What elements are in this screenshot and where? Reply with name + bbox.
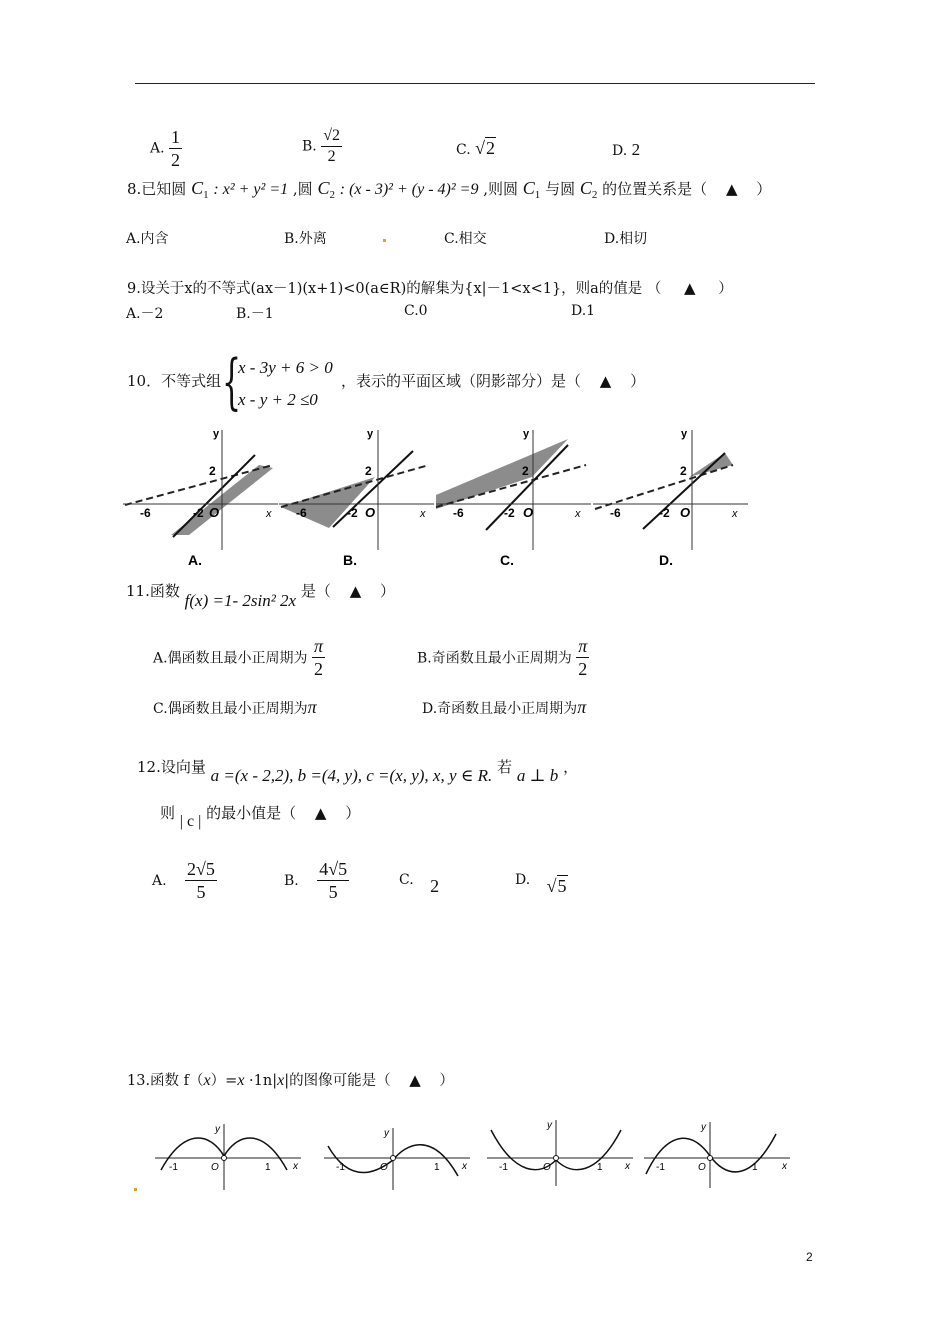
q8-c1: $C_1$ xyxy=(191,178,209,201)
q8-option-b: B.外离 xyxy=(284,231,327,247)
q8-close: ） xyxy=(756,180,772,198)
svg-text:O: O xyxy=(680,505,691,520)
q8-suffix: 的位置关系是（ xyxy=(602,180,708,198)
answer-triangle-icon: ▲ xyxy=(349,582,362,600)
q9-text: 9.设关于x的不等式(ax－1)(x+1)<0(a∈R)的解集为{x|－1<x<1}，则a的值是 （ xyxy=(127,281,662,297)
svg-text:O: O xyxy=(209,505,220,520)
q7-option-c-sqrt: √2 xyxy=(475,138,496,158)
q8-c2: $C_2$ xyxy=(317,178,335,201)
svg-text:2: 2 xyxy=(680,464,687,478)
svg-text:x: x xyxy=(732,508,738,520)
svg-text:x: x xyxy=(420,508,426,520)
svg-text:-2: -2 xyxy=(193,506,204,520)
svg-text:x: x xyxy=(625,1161,630,1172)
q12-line2: 则 | c | 的最小值是（ ▲ ） xyxy=(160,804,361,830)
svg-text:x: x xyxy=(782,1161,787,1172)
answer-triangle-icon: ▲ xyxy=(409,1071,421,1089)
q9-option-d: D.1 xyxy=(571,303,596,319)
q9-option-b: B.－1 xyxy=(236,306,274,322)
q12-abs-c: | c | xyxy=(179,813,202,830)
q10-brace: { xyxy=(222,347,242,417)
q7-option-b xyxy=(302,128,342,165)
svg-text:-2: -2 xyxy=(347,506,358,520)
q10-graph-c xyxy=(436,425,594,570)
stray-dot xyxy=(383,239,386,242)
svg-text:x: x xyxy=(266,508,272,520)
svg-text:y: y xyxy=(681,428,688,440)
answer-triangle-icon: ▲ xyxy=(684,279,696,297)
q12-option-d: D. √5 xyxy=(515,872,567,896)
q8-c2b: $C_2$ xyxy=(579,178,598,201)
q8-option-d: D.相切 xyxy=(604,231,648,247)
q7-option-a-fraction: $\frac{1}{2}$ xyxy=(171,127,181,170)
q7-option-c-label: C. xyxy=(456,142,471,158)
q13-graph-a xyxy=(153,1120,303,1192)
q12-vectors: a =(x - 2,2), b =(4, y), c =(x, y), x, y ∈ R. xyxy=(210,766,493,785)
svg-text:-6: -6 xyxy=(140,506,151,520)
q10-graph-b xyxy=(279,425,437,570)
page-number: 2 xyxy=(806,1250,813,1264)
q7-option-a-label: A. xyxy=(150,140,165,157)
q7-option-d-value: 2 xyxy=(631,140,641,159)
svg-text:D.: D. xyxy=(659,552,673,568)
q12-perp: a ⊥ b xyxy=(516,766,559,785)
q7-option-a xyxy=(150,128,182,169)
q10-graph-a xyxy=(123,425,281,570)
svg-text:y: y xyxy=(523,428,530,440)
answer-triangle-icon: ▲ xyxy=(314,804,327,822)
svg-text:O: O xyxy=(380,1162,388,1173)
svg-text:y: y xyxy=(367,428,374,440)
svg-text:x: x xyxy=(575,508,581,520)
svg-text:y: y xyxy=(215,1124,220,1135)
q12-option-d-sqrt: √5 xyxy=(546,876,567,896)
q11-option-d: D.奇函数且最小正周期为π xyxy=(422,697,587,717)
svg-text:-1: -1 xyxy=(169,1162,178,1173)
svg-text:1: 1 xyxy=(265,1162,271,1173)
q8-option-c: C.相交 xyxy=(444,231,487,247)
svg-text:x: x xyxy=(293,1161,298,1172)
q8-with: 与圆 xyxy=(545,180,576,198)
header-rule xyxy=(135,83,815,84)
q11-option-c: C.偶函数且最小正周期为π xyxy=(153,697,317,717)
q13-graph-d xyxy=(642,1118,792,1190)
q8-c1b: $C_1$ xyxy=(522,178,541,201)
q10-graph-d xyxy=(593,425,751,570)
svg-text:O: O xyxy=(543,1162,551,1173)
q7-option-d-label: D. xyxy=(612,143,628,159)
q10-suffix: ，表示的平面区域（阴影部分）是（ ▲ ） xyxy=(341,372,646,390)
q9-stem xyxy=(127,277,733,298)
q13-stem: 13.函数 f（x）=x ·1n|x|的图像可能是（ ▲ ） xyxy=(127,1071,454,1089)
q11-option-b: B.奇函数且最小正周期为 $\frac{\pi}{2}$ xyxy=(417,636,588,679)
svg-text:y: y xyxy=(384,1128,389,1139)
svg-text:O: O xyxy=(523,505,534,520)
svg-text:y: y xyxy=(547,1120,552,1131)
svg-text:-2: -2 xyxy=(659,506,670,520)
q8-option-a: A.内含 xyxy=(126,231,169,247)
q12-option-a: A. $\frac{2√5}{5}$ xyxy=(152,859,215,902)
q11-option-a: A.偶函数且最小正周期为 $\frac{\pi}{2}$ xyxy=(153,636,324,679)
q12-option-b: B. $\frac{4√5}{5}$ xyxy=(284,859,348,902)
q11-function: f(x) =1- 2sin² 2x xyxy=(184,591,297,610)
q7-option-d xyxy=(612,140,640,160)
q12-stem: 12.设向量 a =(x - 2,2), b =(4, y), c =(x, y), x, y ∈ R. 若 a ⊥ b ， xyxy=(137,758,579,785)
svg-text:O: O xyxy=(698,1162,706,1173)
q7-option-c xyxy=(456,138,496,159)
q8-stem xyxy=(127,178,771,201)
q9-option-a: A.－2 xyxy=(126,306,164,322)
svg-text:y: y xyxy=(701,1122,706,1133)
q7-option-b-label: B. xyxy=(302,138,317,155)
q9-close: ） xyxy=(718,281,733,297)
q8-sep: ,圆 xyxy=(292,180,313,198)
svg-text:O: O xyxy=(365,505,376,520)
q8-equation-1: : x² + y² =1 xyxy=(213,181,289,198)
answer-triangle-icon: ▲ xyxy=(599,372,612,390)
q7-option-b-fraction: $\frac{√2}{2}$ xyxy=(323,127,340,165)
svg-text:O: O xyxy=(211,1162,219,1173)
svg-text:1: 1 xyxy=(597,1162,603,1173)
svg-text:-1: -1 xyxy=(656,1162,665,1173)
q11-stem: 11.函数 f(x) =1- 2sin² 2x 是（ ▲ ） xyxy=(126,582,396,610)
answer-triangle-icon: ▲ xyxy=(725,180,738,198)
q8-mid: ,则圆 xyxy=(483,180,518,198)
svg-text:2: 2 xyxy=(365,464,372,478)
q10-inequality-2: x - y + 2 ≤0 xyxy=(238,390,318,409)
svg-text:1: 1 xyxy=(434,1162,440,1173)
q8-prefix: 8.已知圆 xyxy=(127,180,187,198)
stray-dot xyxy=(134,1188,137,1191)
svg-text:-6: -6 xyxy=(453,506,464,520)
q12-option-c: C. 2 xyxy=(399,872,440,896)
svg-text:1: 1 xyxy=(752,1162,758,1173)
svg-text:-6: -6 xyxy=(610,506,621,520)
svg-text:y: y xyxy=(213,428,220,440)
svg-text:x: x xyxy=(462,1161,467,1172)
svg-text:2: 2 xyxy=(209,464,216,478)
q10-inequality-1: x - 3y + 6 > 0 xyxy=(238,358,333,377)
q10-prefix: 10．不等式组 xyxy=(127,372,222,390)
svg-text:B.: B. xyxy=(343,552,357,568)
svg-text:-6: -6 xyxy=(296,506,307,520)
svg-text:-1: -1 xyxy=(336,1162,345,1173)
q9-option-c: C.0 xyxy=(404,303,428,319)
svg-text:-1: -1 xyxy=(499,1162,508,1173)
q8-equation-2: : (x - 3)² + (y - 4)² =9 xyxy=(339,181,479,198)
svg-text:C.: C. xyxy=(500,552,514,568)
q13-graph-c xyxy=(485,1116,635,1188)
q13-graph-b xyxy=(322,1120,472,1192)
svg-text:A.: A. xyxy=(188,552,202,568)
svg-text:2: 2 xyxy=(522,464,529,478)
svg-text:-2: -2 xyxy=(504,506,515,520)
